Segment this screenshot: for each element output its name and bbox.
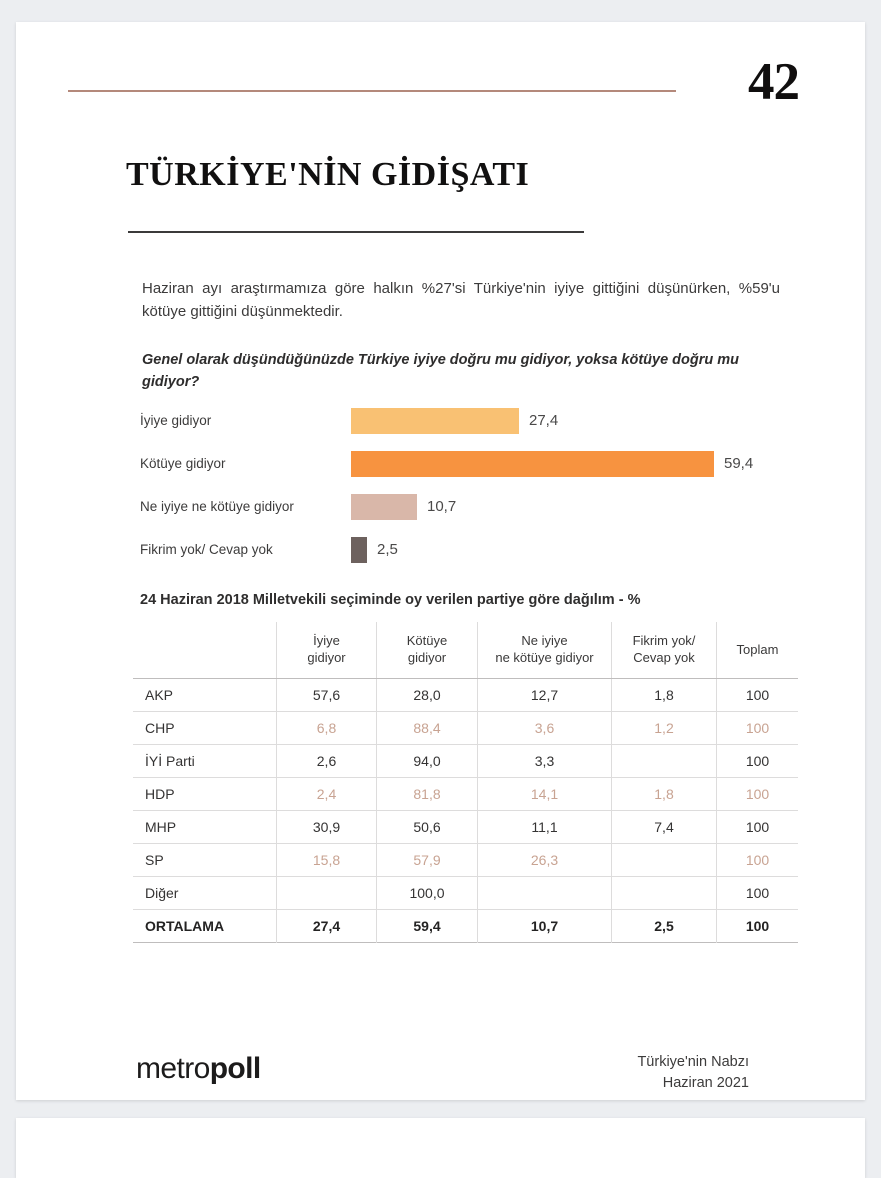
bar-fill bbox=[351, 408, 519, 434]
table-cell-party: İYİ Parti bbox=[145, 753, 195, 769]
table-cell-value: 100 bbox=[717, 844, 799, 877]
table-cell-value bbox=[612, 745, 717, 778]
table-col-header bbox=[478, 622, 612, 679]
table-cell-value: 26,3 bbox=[478, 844, 612, 877]
table-cell-value: 59,4 bbox=[377, 910, 478, 943]
bar-track bbox=[351, 408, 519, 434]
bar-fill bbox=[351, 451, 714, 477]
table-cell-value: 14,1 bbox=[478, 778, 612, 811]
table-cell-value bbox=[612, 877, 717, 910]
table-cell-party: SP bbox=[145, 852, 164, 868]
table-cell-value: 100 bbox=[717, 712, 799, 745]
table-cell-value: 27,4 bbox=[277, 910, 377, 943]
table-cell-value: 57,9 bbox=[377, 844, 478, 877]
table-col-header-line1: Ne iyiye bbox=[521, 633, 568, 649]
table-cell-value bbox=[478, 877, 612, 910]
table-row bbox=[133, 811, 798, 844]
brand-logo-light: metro bbox=[136, 1052, 210, 1085]
table-cell-party: CHP bbox=[145, 720, 175, 736]
footer-meta bbox=[637, 1052, 749, 1094]
table-cell-value: 100 bbox=[717, 910, 799, 943]
bar-label: Ne iyiye ne kötüye gidiyor bbox=[140, 499, 294, 514]
table-cell-value: 100 bbox=[717, 877, 799, 910]
table-cell-party: ORTALAMA bbox=[145, 918, 225, 934]
table-row bbox=[133, 910, 798, 943]
header-rule bbox=[68, 90, 676, 92]
bar-value-label: 2,5 bbox=[377, 541, 398, 558]
table-cell-value: 2,5 bbox=[612, 910, 717, 943]
table-cell-value: 100 bbox=[717, 745, 799, 778]
brand-logo bbox=[136, 1054, 261, 1084]
table-col-party bbox=[133, 622, 277, 679]
table-row bbox=[133, 877, 798, 910]
table-cell-value: 50,6 bbox=[377, 811, 478, 844]
table-cell-value: 30,9 bbox=[277, 811, 377, 844]
bar-row bbox=[140, 405, 790, 448]
table-cell-value: 7,4 bbox=[612, 811, 717, 844]
table-row bbox=[133, 712, 798, 745]
table-row bbox=[133, 679, 798, 712]
table-col-header-line2: gidiyor bbox=[307, 650, 346, 665]
table-col-header bbox=[377, 622, 478, 679]
table-cell-value: 100 bbox=[717, 811, 799, 844]
table-col-header-line1: İyiye bbox=[313, 633, 340, 649]
bar-label: Kötüye gidiyor bbox=[140, 456, 226, 471]
table-col-header bbox=[277, 622, 377, 679]
table-cell-value: 100 bbox=[717, 679, 799, 712]
table-cell-value: 15,8 bbox=[277, 844, 377, 877]
bar-track bbox=[351, 451, 714, 477]
table-cell-value: 28,0 bbox=[377, 679, 478, 712]
bar-track bbox=[351, 494, 417, 520]
table-cell-value: 6,8 bbox=[277, 712, 377, 745]
table-cell-party: Diğer bbox=[145, 885, 179, 901]
table-row bbox=[133, 844, 798, 877]
title-underline bbox=[128, 231, 584, 233]
survey-question: Genel olarak düşündüğünüzde Türkiye iyiye doğru mu gidiyor, yoksa kötüye doğru mu gidiyor? bbox=[142, 352, 740, 390]
table-header-row bbox=[133, 622, 798, 679]
table-cell-value: 57,6 bbox=[277, 679, 377, 712]
table-cell-value: 11,1 bbox=[478, 811, 612, 844]
bar-track bbox=[351, 537, 367, 563]
bar-row bbox=[140, 534, 790, 577]
bar-fill bbox=[351, 494, 417, 520]
table-cell-party: HDP bbox=[145, 786, 175, 802]
breakdown-table bbox=[133, 622, 798, 943]
table-cell-value bbox=[612, 844, 717, 877]
table-cell-value: 94,0 bbox=[377, 745, 478, 778]
table-caption: 24 Haziran 2018 Milletvekili seçiminde oy verilen partiye göre dağılım - % bbox=[140, 592, 641, 608]
table-head bbox=[133, 622, 798, 679]
bar-value-label: 59,4 bbox=[724, 455, 754, 472]
table-cell-value: 3,3 bbox=[478, 745, 612, 778]
table-cell-value: 1,8 bbox=[612, 778, 717, 811]
table-row bbox=[133, 745, 798, 778]
table-cell-value: 100 bbox=[717, 778, 799, 811]
brand-logo-bold: poll bbox=[209, 1052, 261, 1085]
table-cell-value: 3,6 bbox=[478, 712, 612, 745]
page-title: TÜRKİYE'NİN GİDİŞATI bbox=[126, 156, 530, 193]
bar-label: İyiye gidiyor bbox=[140, 413, 212, 428]
table-cell-value bbox=[277, 877, 377, 910]
table-cell-value: 100,0 bbox=[377, 877, 478, 910]
slide-page bbox=[16, 22, 865, 1100]
intro-paragraph: Haziran ayı araştırmamıza göre halkın %27'si Türkiye'nin iyiye gittiğini düşünürken, %59'u kötüye gittiğini düşünmektedir. bbox=[142, 280, 780, 320]
footer-survey-name: Türkiye'nin Nabzı bbox=[637, 1054, 749, 1070]
table-cell-value: 2,4 bbox=[277, 778, 377, 811]
table-col-header-line2: gidiyor bbox=[407, 650, 447, 665]
table-cell-value: 1,2 bbox=[612, 712, 717, 745]
bar-chart bbox=[140, 405, 790, 570]
table-col-header-line1: Toplam bbox=[736, 641, 779, 657]
table-cell-value: 10,7 bbox=[478, 910, 612, 943]
table-col-header-line1: Fikrim yok/ bbox=[632, 633, 696, 649]
table-col-header bbox=[717, 622, 799, 679]
table-col-header-line2: Cevap yok bbox=[633, 650, 695, 665]
table-cell-party: AKP bbox=[145, 687, 174, 703]
bar-value-label: 27,4 bbox=[529, 412, 559, 429]
page-number: 42 bbox=[748, 53, 799, 111]
footer-survey-date: Haziran 2021 bbox=[662, 1075, 749, 1092]
table-cell-value: 12,7 bbox=[478, 679, 612, 712]
table-cell-value: 88,4 bbox=[377, 712, 478, 745]
table-col-header bbox=[612, 622, 717, 679]
bar-value-label: 10,7 bbox=[427, 498, 457, 515]
next-slide-page bbox=[16, 1118, 865, 1178]
bar-row bbox=[140, 448, 790, 491]
bar-row bbox=[140, 491, 790, 534]
table-cell-value: 2,6 bbox=[277, 745, 377, 778]
table-col-header-line2: ne kötüye gidiyor bbox=[495, 650, 594, 665]
table-cell-value: 1,8 bbox=[612, 679, 717, 712]
table-body bbox=[133, 679, 798, 943]
bar-fill bbox=[351, 537, 367, 563]
table-cell-party: MHP bbox=[145, 819, 177, 835]
bar-label: Fikrim yok/ Cevap yok bbox=[140, 542, 273, 557]
table-col-header-line1: Kötüye bbox=[406, 633, 448, 649]
table-cell-value: 81,8 bbox=[377, 778, 478, 811]
table-row bbox=[133, 778, 798, 811]
